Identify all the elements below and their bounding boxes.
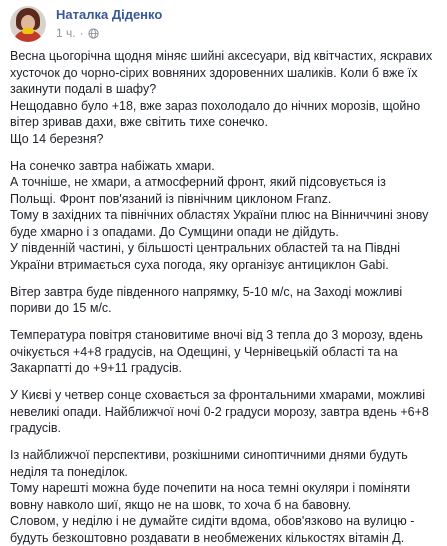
- post-timestamp[interactable]: 1 ч.: [56, 25, 76, 41]
- post-paragraph: [10, 48, 439, 147]
- post-subline: [56, 25, 162, 41]
- post-text-line: А точніше, не хмари, а атмосферний фронт, який підсовується із: [10, 174, 439, 191]
- author-avatar[interactable]: [10, 6, 46, 42]
- post-text-line: градусів.: [10, 420, 439, 437]
- post-header: [10, 6, 162, 42]
- post-text-line: Тому нарешті можна буде почепити на носа темні окуляри і поміняти: [10, 480, 439, 497]
- post-text-line: Із найближчої перспективи, розкішними синоптичними днями будуть: [10, 447, 439, 464]
- post-text-line: На сонечко завтра набіжать хмари.: [10, 158, 439, 175]
- post-text-line: У Києві у четвер сонце сховається за фронтальними хмарами, можливі: [10, 387, 439, 404]
- post-text-line: пориви до 15 м/с.: [10, 300, 439, 317]
- post-text-line: Що 14 березня?: [10, 131, 439, 148]
- post-text-line: неділя та понеділок.: [10, 464, 439, 481]
- post-text-line: Весна цьогорічна щодня міняє шийні аксесуари, від квітчастих, яскравих: [10, 48, 439, 65]
- post-text-line: вітер зривав дахи, вже світить тихе сонечко.: [10, 114, 439, 131]
- post-paragraph: [10, 327, 439, 377]
- separator-dot: ·: [80, 25, 84, 41]
- globe-icon[interactable]: [88, 28, 99, 39]
- avatar-scarf: [22, 28, 34, 34]
- post-text-line: України втримається суха погода, яку організує антициклон Gabi.: [10, 257, 439, 274]
- post-paragraph: [10, 447, 439, 546]
- post-paragraph: [10, 158, 439, 274]
- post-text-line: Закарпатті до +9+11 градусів.: [10, 360, 439, 377]
- post-text-line: будуть безкоштовно роздавати в необмежених кількостях вітамін Д.: [10, 530, 439, 546]
- post-paragraph: [10, 284, 439, 317]
- post-text-line: хусточок до чорно-сірих вовняних здоровенних шаликів. Коли б вже їх: [10, 65, 439, 82]
- post-text-line: Тому в західних та північних областях України плюс на Вінниччині знову: [10, 207, 439, 224]
- post-text-line: Вітер завтра буде південного напрямку, 5-10 м/с, на Заході можливі: [10, 284, 439, 301]
- post-text-line: закинути подалі в шафу?: [10, 81, 439, 98]
- post-text-line: У південній частині, у більшості центральних областей та на Півдні: [10, 240, 439, 257]
- post-text-line: буде хмарно і з опадами. До Сумщини опади не дійдуть.: [10, 224, 439, 241]
- post-text-line: Польщі. Фронт пов'язаний із північним циклоном Franz.: [10, 191, 439, 208]
- post-paragraph: [10, 387, 439, 437]
- post-text-line: Нещодавно було +18, вже зараз похолодало до нічних морозів, щойно: [10, 98, 439, 115]
- author-name-link[interactable]: Наталка Діденко: [56, 7, 162, 23]
- post-text-line: вовну навколо шиї, якщо не на шовк, то хоча б на бавовну.: [10, 497, 439, 514]
- post-text: [10, 48, 439, 546]
- post-meta: [56, 7, 162, 41]
- post-text-line: Словом, у неділю і не думайте сидіти вдома, обов'язково на вулицю -: [10, 513, 439, 530]
- post-text-line: Температура повітря становитиме вночі від 3 тепла до 3 морозу, вдень: [10, 327, 439, 344]
- post-text-line: невеликі опади. Найближчої ночі 0-2 градуси морозу, завтра вдень +6+8: [10, 404, 439, 421]
- post-text-line: очікується +4+8 градусів, на Одещині, у Чернівецькій області та на: [10, 344, 439, 361]
